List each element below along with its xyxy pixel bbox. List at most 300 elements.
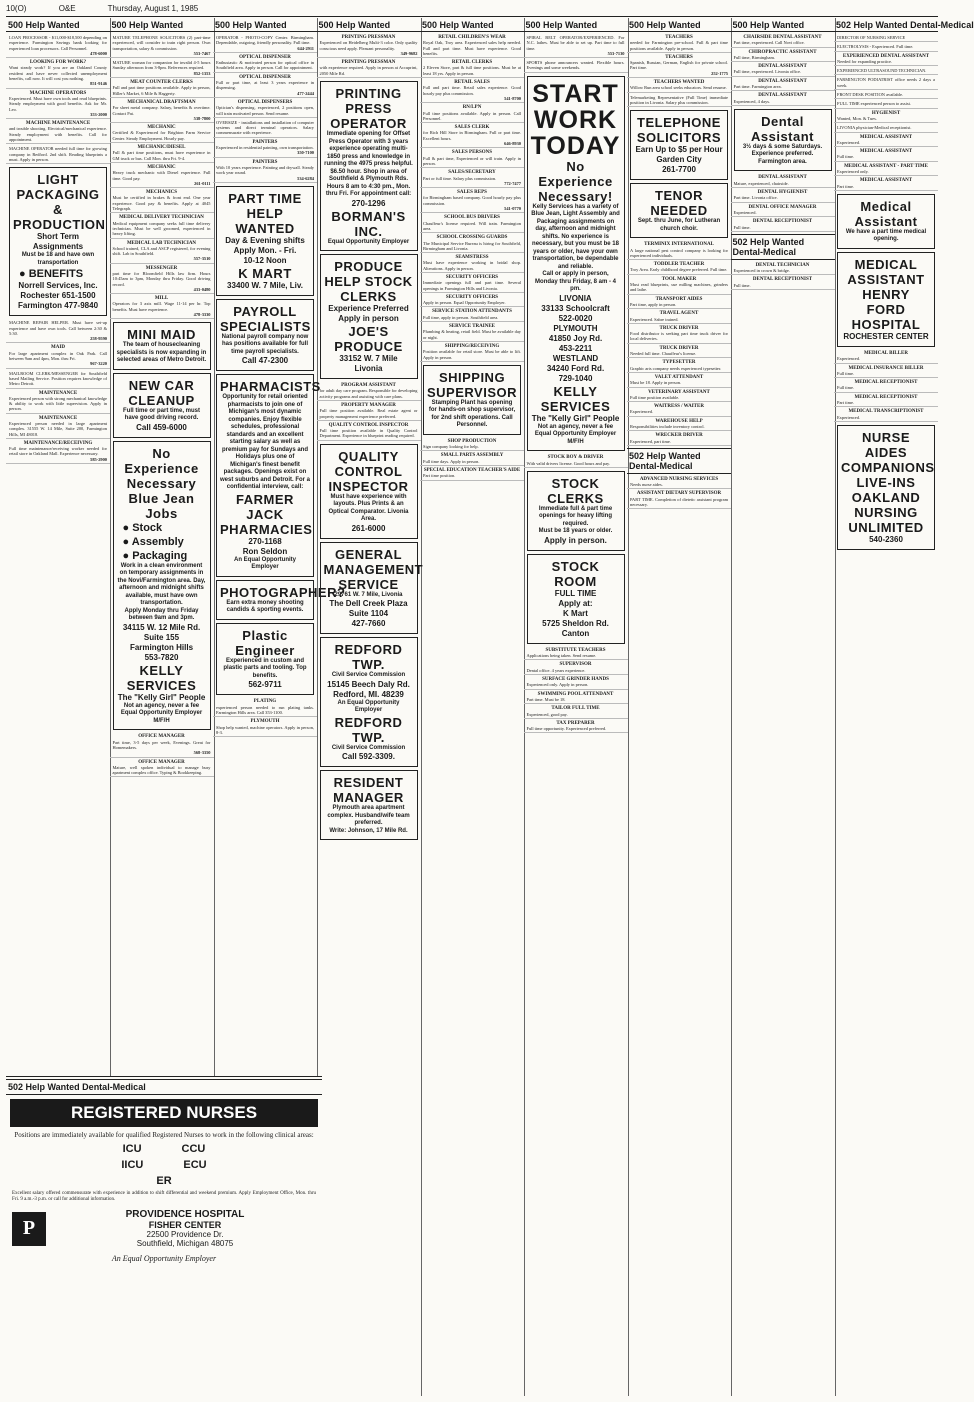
display-ad-line: 427-7660 — [351, 619, 386, 629]
ad-heading: SUBSTITUTE TEACHERS — [545, 647, 606, 653]
display-ad-tenor — [630, 183, 728, 238]
display-ad-line: PART TIME HELP WANTED — [228, 190, 302, 236]
classified-ad — [317, 59, 421, 78]
classified-ad — [627, 34, 731, 53]
display-ad-line: 270-1168 — [248, 536, 282, 546]
classified-ad — [627, 389, 731, 403]
classified-column — [834, 18, 974, 1396]
classified-ad — [731, 204, 835, 218]
classified-column — [420, 18, 525, 1396]
ad-text: Experienced in crown & bridge. — [733, 268, 790, 274]
ad-phone: 967-3220 — [90, 361, 107, 367]
classified-ad — [110, 214, 214, 238]
classified-ad — [110, 189, 214, 213]
ad-text: Part time. Farmington area. — [733, 84, 782, 90]
ad-text: Needed for expanding practice. — [837, 58, 893, 64]
rn-eoe: An Equal Opportunity Employer — [111, 1254, 217, 1263]
display-ad-line: 33133 Schoolcraft — [541, 303, 610, 313]
classified-ad — [834, 408, 938, 422]
ad-heading: PRINTING PRESSMAN — [341, 60, 396, 66]
classified-ad — [627, 359, 731, 373]
classified-ad — [420, 59, 524, 78]
ad-heading: OPTICAL DISPENSERS — [237, 99, 293, 105]
display-ad-line: ● Packaging — [122, 549, 188, 562]
ad-heading: SMALL PARTS ASSEMBLY — [440, 453, 504, 459]
display-ad-line: LIVONIA — [559, 293, 592, 303]
classified-ad — [420, 169, 524, 188]
ad-heading: SURFACE GRINDER HANDS — [542, 677, 609, 683]
rn-unit: IICU — [121, 1159, 144, 1171]
ad-heading: MEDICAL ASSISTANT — [859, 149, 913, 155]
ad-heading: MILL — [154, 296, 169, 302]
ad-heading: CHIROPRACTIC ASSISTANT — [748, 49, 817, 55]
classified-ad — [834, 148, 938, 162]
ad-text: for Birmingham based company. Good hourly pay plus commission. — [423, 195, 521, 206]
ad-text: Medical equipment company seeks full time delivery technician. Must be well groomed, experienced in heavy lifting. — [112, 220, 211, 237]
display-ad-line: BORMAN'S INC. — [331, 208, 406, 239]
display-ad-line: An Equal Opportunity Employer — [234, 556, 296, 571]
display-ad-line: FARMER JACK PHARMACIES — [220, 491, 313, 537]
classified-ad — [213, 139, 317, 158]
ad-heading: DENTAL HYGIENIST — [757, 190, 808, 196]
ad-text: Shop help wanted, machine operators. Apply in person, 8-3. — [216, 724, 314, 735]
display-ad-line: Apply Monday thru Friday between 9am and 3pm. — [124, 607, 199, 622]
ad-text: Full time, experienced. Livonia office. — [733, 69, 802, 75]
classified-ad — [834, 67, 938, 75]
rn-unit: ICU — [122, 1143, 142, 1155]
ad-heading: MECHANICS — [145, 190, 178, 196]
ad-heading: SALES PERSONS — [451, 150, 493, 156]
classified-ad — [110, 759, 214, 778]
classified-ad — [834, 163, 938, 177]
ad-heading: OFFICE MANAGER — [138, 734, 185, 740]
display-ad-line: 540-2360 — [869, 534, 903, 544]
classified-ad — [317, 402, 421, 421]
display-ad-line: The "Kelly Girl" People — [117, 692, 206, 702]
display-ad-line: We have a part time medical opening. — [845, 228, 927, 243]
display-ad-line: REDFORD TWP. — [334, 714, 403, 745]
display-ad-line: Full time or part time, must have good driving record. — [122, 407, 200, 422]
ad-text: Full and part time positions available. Apply in person, Hiller's Market, 6 Mile & Haggerty. — [112, 85, 211, 96]
column-header: 500 Help Wanted — [731, 18, 835, 32]
ad-heading: DENTAL RECEPTIONIST — [752, 219, 813, 225]
ad-text: FULL TIME experienced person to assist. — [837, 101, 911, 107]
ad-text: Full time. — [733, 224, 751, 230]
ad-heading: DENTAL RECEPTIONIST — [752, 277, 813, 283]
ad-heading: CHAIRSIDE DENTAL ASSISTANT — [743, 35, 822, 40]
ad-text: SPIRAL BELT OPERATOR/EXPERIENCED. For N.C. lathes. Must be able to set up. Part time to full time. — [526, 35, 625, 51]
display-ad-line: The Dell Creek Plaza — [329, 599, 408, 609]
ad-heading: EXPERIENCED DENTAL ASSISTANT — [842, 53, 930, 59]
column-header: 500 Help Wanted — [110, 18, 214, 32]
classified-ad — [6, 145, 110, 164]
ad-text: Full time, Birmingham. — [733, 54, 775, 60]
ad-text: Experienced. — [837, 356, 861, 362]
classified-ad — [627, 325, 731, 344]
ad-heading: TRAVEL AGENT — [659, 311, 699, 317]
column-header: 500 Help Wanted — [317, 18, 421, 32]
display-ad-line: 33400 W. 7 Mile, Liv. — [227, 280, 303, 290]
ad-phone: 851-9146 — [90, 81, 107, 87]
display-ad-line: Plymouth area apartment complex. Husband/wife team preferred. — [327, 805, 410, 827]
display-ad-line: NURSE AIDES — [861, 429, 910, 460]
ad-heading: OFFICE MANAGER — [138, 759, 185, 765]
rn-hospital-block — [12, 1209, 316, 1248]
ad-text: with experience required. Apply in person at Accuprint, 2050 Mile Rd. — [319, 65, 418, 76]
ad-text: Experienced on Heidelberg Multi-3 color. Only quality conscious need apply. Pleasant personality. — [319, 40, 418, 51]
display-ad-line: 562-9711 — [248, 680, 282, 690]
ad-text: OVERSIZE - installations and installation of computer systems and direct terminal operators. Salary commensurate with experience. — [216, 119, 314, 136]
rn-units-row-1 — [6, 1143, 322, 1155]
hospital-address: 22500 Providence Dr. — [146, 1230, 224, 1239]
ad-text: Must be certified in brakes & front end. One year experience. Good pay & benefits. Apply at 4045 Telegraph. — [112, 195, 211, 212]
ad-text: Experienced only. Apply in person. — [526, 682, 589, 688]
ad-heading: HYGIENIST — [871, 110, 901, 116]
ad-heading: MAID — [51, 345, 65, 351]
ad-phone: 478-3330 — [193, 312, 211, 318]
ad-heading: WAREHOUSE HELP — [655, 418, 703, 424]
ad-heading: MEDICAL LAB TECHNICIAN — [126, 240, 197, 246]
display-ad-line: K Mart — [563, 608, 588, 618]
ad-text: For large apartment complex in Oak Park. Call between 9am and 4pm, Mon. thru Fri. — [9, 350, 107, 362]
ad-text: Graphic arts company needs experienced typesetter. — [630, 365, 722, 371]
ad-text: for Rich Hill Store in Birmingham. Full or part time. Excellent hours. — [423, 130, 521, 141]
column-header: 500 Help Wanted — [420, 18, 524, 32]
ad-phone: 772-7477 — [504, 180, 521, 186]
classified-ad — [731, 189, 835, 203]
ad-text: Applications being taken. Send resume. — [526, 653, 597, 659]
ad-phone: 541-8700 — [504, 95, 521, 101]
classified-ad — [420, 214, 524, 233]
display-ad-line: Not an agency, never a fee — [537, 423, 614, 430]
classified-ad — [213, 74, 317, 98]
classified-ad — [420, 274, 524, 293]
ad-text: 2 Eleven Store, part & full time positions. Must be at least 18 yrs. Apply in person. — [423, 65, 521, 76]
ad-text: FARMINGTON PODIATRIST office needs 2 days a week. — [837, 77, 935, 88]
ad-heading: SCHOOL CROSSING GUARDS — [436, 235, 508, 241]
ad-text: Full time. — [733, 282, 751, 288]
ad-text: Full time position available. Real estate agent or property management experience preferred. — [319, 408, 418, 419]
display-ad-line: KELLY SERVICES — [126, 662, 197, 693]
display-ad-ship — [423, 365, 521, 435]
ad-heading: TRUCK DRIVER — [659, 325, 699, 331]
rn-banner: REGISTERED NURSES — [10, 1099, 318, 1127]
display-ad-line: TENOR NEEDED — [650, 188, 708, 219]
display-ad-line: 29761 W. 7 Mile, Livonia — [334, 591, 403, 598]
ad-text: Royal Oak, Troy area. Experienced sales help needed. Full and part time. Must have experience. Good benefits. — [423, 40, 521, 56]
display-ad-line: GENERAL MANAGEMENT SERVICE — [323, 546, 424, 592]
classified-ad — [6, 344, 110, 368]
ad-heading: MESSENGER — [145, 265, 178, 271]
classified-ad — [731, 262, 835, 276]
classified-ad — [110, 59, 214, 78]
display-ad-line: HENRY FORD HOSPITAL — [851, 286, 921, 332]
display-ad-line: Call 47-2300 — [241, 356, 289, 366]
classified-ad — [6, 390, 110, 414]
classified-ad — [6, 59, 110, 88]
ad-phone: 477-2444 — [297, 90, 314, 96]
ad-heading: MAINTENANCE — [38, 390, 78, 396]
ad-heading: WRECKER DRIVER — [655, 433, 703, 439]
ad-text: experienced person needed to run plating tanks. Farmington Hills area. Call 353-1100. — [216, 704, 314, 715]
display-ad-oak — [837, 425, 935, 550]
ad-heading: TODDLER TEACHER — [653, 262, 705, 268]
classified-ad — [627, 79, 731, 93]
ad-heading: MEDICAL ASSISTANT — [859, 178, 913, 184]
ad-text: Full time opportunity. Experienced preferred. — [526, 726, 607, 732]
classified-ad — [731, 276, 835, 290]
rn-unit: CCU — [181, 1143, 206, 1155]
display-ad-line: SHIPPING SUPERVISOR — [427, 369, 518, 400]
ad-text: Needed full time. Chauffeur's license. — [630, 351, 697, 357]
ad-text: Experienced person needed in large apartment complex. 31555 W. 14 Mile, Suite 200, Farmington Hills, MI 48018. — [9, 420, 107, 437]
display-ad-line: Plastic Engineer — [235, 627, 295, 658]
classified-ad — [110, 79, 214, 98]
classified-ad — [6, 370, 110, 389]
ad-text: Mature, well spoken individual to manage busy apartment complex office. Typing & Bookkeeping. — [112, 764, 211, 776]
ad-text: The Municipal Service Bureau is hiring for Southfield, Birmingham and Livonia. — [423, 240, 521, 251]
classified-ad — [627, 54, 731, 78]
ad-text: Experienced. Must have own tools and read blueprints. Steady employment with good benefits. Ask for Mr. Leo. — [9, 95, 107, 112]
display-ad-line: Must be 18 years or older. — [538, 528, 613, 535]
ad-phone: 478-6000 — [90, 50, 107, 56]
ad-phone: 557-3510 — [193, 256, 211, 262]
classified-ad — [420, 438, 524, 452]
classified-ad — [524, 661, 628, 675]
ad-phone: 433-0480 — [193, 286, 211, 292]
display-ad-line: STOCK ROOM — [551, 558, 600, 589]
display-ad-line: NURSING — [854, 504, 918, 520]
ad-text: Full time positions available. Apply in person. Call Personnel. — [423, 110, 521, 121]
classified-ad — [420, 189, 524, 213]
display-ad-line: Must have experience with layouts. Plus Prints & an Optical Comparator. Livonia Area. — [328, 493, 409, 523]
ad-text: Spanish, Russian, German, English for private school. Part time. — [630, 60, 728, 71]
display-ad-line: 729-1040 — [558, 373, 593, 383]
classified-ad — [420, 343, 524, 362]
classified-ad — [420, 467, 524, 481]
ad-phone: 534-6284 — [297, 175, 314, 181]
display-ad-line: Day & Evening shifts — [225, 235, 305, 245]
classified-ad — [524, 705, 628, 719]
display-ad-line: Livonia — [354, 364, 383, 374]
classified-ad — [420, 34, 524, 58]
classified-ad — [6, 34, 110, 58]
ad-text: MACHINE REPAIR HELPER. Must have set-up experience and have own tools. Call between 2:30 & 5:30. — [9, 320, 107, 336]
ad-text: Part time. — [837, 400, 855, 406]
display-ad-line: K MART — [238, 265, 292, 281]
display-ad-line: Apply in person. — [544, 535, 607, 545]
ad-heading: ADVANCED NURSING SERVICES — [639, 476, 719, 482]
ad-heading: VALET ATTENDANT — [654, 374, 704, 380]
classified-ad — [110, 124, 214, 143]
ad-text: Experienced. Sabre trained. — [630, 316, 679, 322]
ad-text: LOAN PROCESSOR - $11,000-$18,500 depending on experience. Farmington Savings bank looking for experienced loan processors. Call Personnel. — [9, 35, 107, 51]
display-ad-line: LIVE-INS — [856, 474, 916, 490]
display-ad-line: Canton — [561, 628, 590, 638]
ad-text: Needs nurse aides. — [630, 482, 663, 488]
classified-ad — [110, 164, 214, 188]
classified-ad — [317, 422, 421, 441]
display-ad-line: QUALITY CONTROL INSPECTOR — [328, 448, 409, 494]
classified-ad — [110, 295, 214, 319]
display-ad-line: Not an agency, never a fee — [123, 702, 200, 709]
hospital-name: PROVIDENCE HOSPITAL — [125, 1209, 245, 1220]
classified-ad — [420, 234, 524, 253]
ad-text: Part time, experienced. Call Novi office. — [733, 40, 805, 46]
ad-heading: STOCK BOY & DRIVER — [547, 455, 604, 461]
rn-unit: ECU — [183, 1159, 207, 1171]
classified-ad — [317, 382, 421, 401]
display-ad-lp — [9, 167, 107, 316]
ad-text: Dental office. 4 years experience. — [526, 667, 586, 673]
ad-heading: SUPERVISOR — [559, 662, 592, 668]
ad-text: Must read blueprints, use milling machines, grinders and lathe. — [630, 282, 728, 293]
ad-text: Experienced only. — [837, 169, 869, 175]
display-ad-line: Necessary! — [538, 188, 613, 204]
classified-ad — [6, 319, 110, 343]
classified-column — [317, 18, 422, 1396]
classified-ad — [420, 149, 524, 168]
display-ad-line: OAKLAND — [851, 489, 921, 505]
display-ad-line: 41850 Joy Rd. — [548, 333, 603, 343]
display-ad-line: Experience — [538, 173, 613, 189]
ad-phone: 353-2000 — [90, 111, 107, 117]
classified-ad — [627, 418, 731, 432]
ad-text: LIVONIA physician-Medical receptionist. — [837, 125, 912, 131]
ad-phone: 553-7467 — [193, 50, 211, 56]
ad-heading: TOOL MAKER — [661, 276, 697, 282]
ad-heading: DENTAL ASSISTANT — [758, 93, 807, 99]
ad-heading: TEACHERS WANTED — [653, 80, 705, 86]
display-ad-pharm — [216, 374, 321, 577]
classified-ad — [213, 34, 317, 53]
ad-heading: SEAMSTRESS — [455, 255, 489, 261]
rn-units-row-3 — [6, 1175, 322, 1187]
display-ad-line: MEDICAL ASSISTANT — [847, 256, 925, 287]
classified-ad — [834, 379, 938, 393]
ad-text: Full time position available. — [630, 394, 680, 400]
display-ad-line: Equal Opportunity Employer M/F/H — [534, 431, 617, 445]
display-ad-line: Rochester 651-1500 — [20, 291, 96, 301]
display-ad-line: 34240 Ford Rd. — [546, 363, 605, 373]
ad-heading: RETAIL CLERKS — [451, 60, 493, 66]
display-ad-kmart — [216, 186, 314, 296]
ad-heading: MECHANIC — [147, 164, 176, 170]
display-ad-line: TELEPHONE SOLICITORS — [636, 115, 722, 146]
display-ad-line: Medical Assistant — [854, 198, 918, 229]
display-ad-redford — [320, 637, 418, 767]
ad-text: Part time position. — [423, 473, 456, 479]
classified-ad — [834, 394, 938, 408]
display-ad-line: ● Stock — [122, 521, 163, 534]
ad-text: Immediate openings full and part time. Several openings in Farmington Hills and Livonia. — [423, 280, 521, 291]
ad-heading: TAX PREPARER — [556, 720, 595, 726]
classified-ad — [627, 310, 731, 324]
hospital-center: FISHER CENTER — [148, 1220, 222, 1230]
ad-heading: TAILOR FULL TIME — [551, 706, 600, 712]
display-ad-start — [527, 76, 625, 452]
ad-heading: SPECIAL EDUCATION TEACHER'S AIDE — [423, 468, 521, 474]
ad-heading: DENTAL ASSISTANT — [758, 64, 807, 70]
ad-text: Part or full time. Salary plus commission. — [423, 175, 497, 181]
ad-heading: SECURITY OFFICERS — [445, 294, 499, 300]
display-ad-line: Earn extra money shooting candids & sporting events. — [226, 599, 304, 614]
display-ad-line: 10-12 Noon — [243, 255, 287, 265]
hospital-city: Southfield, Michigan 48075 — [136, 1239, 234, 1248]
display-ad-line: FULL TIME — [554, 588, 597, 598]
rn-unit: ER — [156, 1175, 172, 1187]
display-ad-mini — [113, 322, 211, 370]
classified-ad — [627, 94, 731, 108]
display-ad-line: 34115 W. 12 Mile Rd. — [122, 622, 201, 632]
display-ad-tel — [630, 110, 728, 180]
ad-text: needed for Farmington pre-school. Full & part time positions available. Apply in person. — [630, 40, 728, 51]
classified-ad — [524, 691, 628, 705]
ad-heading: OPTICAL DISPENSER — [239, 74, 291, 80]
display-ad-line: 15145 Beech Daly Rd. — [327, 679, 410, 689]
ad-heading: MEDICAL INSURANCE BILLER — [848, 365, 924, 371]
ad-heading: MAINTENANCE — [38, 415, 78, 421]
display-ad-line: 33152 W. 7 Mile — [339, 354, 398, 364]
display-ad-line: Civil Service Commission — [331, 672, 406, 679]
ad-heading: SCHOOL BUS DRIVERS — [444, 215, 500, 221]
ad-heading: RETAIL CHILDREN'S WEAR — [438, 35, 506, 40]
classified-ad — [834, 124, 938, 132]
ad-heading: TRANSPORT AIDES — [655, 296, 703, 302]
ad-heading: WAITRESS / WAITER — [654, 404, 704, 410]
ad-heading: RETAIL SALES — [454, 80, 490, 86]
classified-ad — [6, 90, 110, 119]
classified-column — [524, 18, 629, 1396]
display-ad-line: 522-0020 — [558, 313, 593, 323]
classified-ad — [110, 99, 214, 123]
section-header: 502 Help Wanted Dental-Medical — [627, 448, 731, 474]
classified-ad — [524, 720, 628, 734]
ad-text: With valid drivers license. Good hours and pay. — [526, 460, 611, 466]
ad-phone: 350-7100 — [297, 150, 314, 156]
classified-ad — [524, 454, 628, 468]
ad-heading: LOOKING FOR WORK? — [29, 60, 87, 66]
ad-text: For sheet metal company. Salary, benefits & overtime. Contact Pat. — [112, 105, 211, 116]
classified-ad — [627, 403, 731, 417]
folio-date: Thursday, August 1, 1985 — [107, 4, 199, 13]
folio-page: 10(O) — [6, 4, 27, 13]
classified-ad — [834, 100, 938, 108]
section-header: 502 Help Wanted Dental-Medical — [731, 234, 835, 260]
ad-text: EXPERIENCED ULTRASOUND TECHNICIAN. — [837, 68, 927, 74]
ad-text: SPORTS phone announcers wanted. Flexible hours. Evenings and some weekends. — [526, 60, 625, 71]
display-ad-line: STOCK CLERKS — [547, 475, 604, 506]
ad-heading: MEDICAL TRANSCRIPTIONIST — [848, 409, 924, 415]
ad-text: Mature, experienced, chairside. — [733, 180, 789, 186]
display-ad-line: COMPANIONS — [841, 459, 935, 475]
ad-text: Telemarketing Representative (Full Time) immediate position in Livonia. Salary plus commission. — [630, 94, 728, 105]
display-ad-line: TODAY — [530, 131, 621, 160]
ad-text: School trained, CLA and ASCP registered, for evening shift. Lab in Southfield. — [112, 245, 211, 257]
display-ad-line: Call 459-6000 — [136, 422, 187, 432]
ad-phone: 261-0111 — [194, 180, 211, 186]
display-ad-plastic — [216, 623, 314, 696]
ad-heading: TERMINIX INTERNATIONAL — [644, 242, 714, 248]
display-ad-line: PHARMACISTS — [220, 379, 321, 395]
ad-text: Full and part time. Retail sales experience. Good hourly pay plus commission. — [423, 85, 521, 96]
ad-heading: PLATING — [253, 699, 277, 705]
classified-ad — [627, 476, 731, 490]
classified-ad — [627, 276, 731, 295]
ad-heading: MEDICAL DELIVERY TECHNICIAN — [119, 215, 204, 221]
display-ad-line: Work in a clean environment on temporary assignments in the Novi/Farmington area. Day, afternoon and midnight shifts available, must have own transportation. — [117, 562, 206, 607]
ad-text: Full time. — [837, 154, 855, 160]
